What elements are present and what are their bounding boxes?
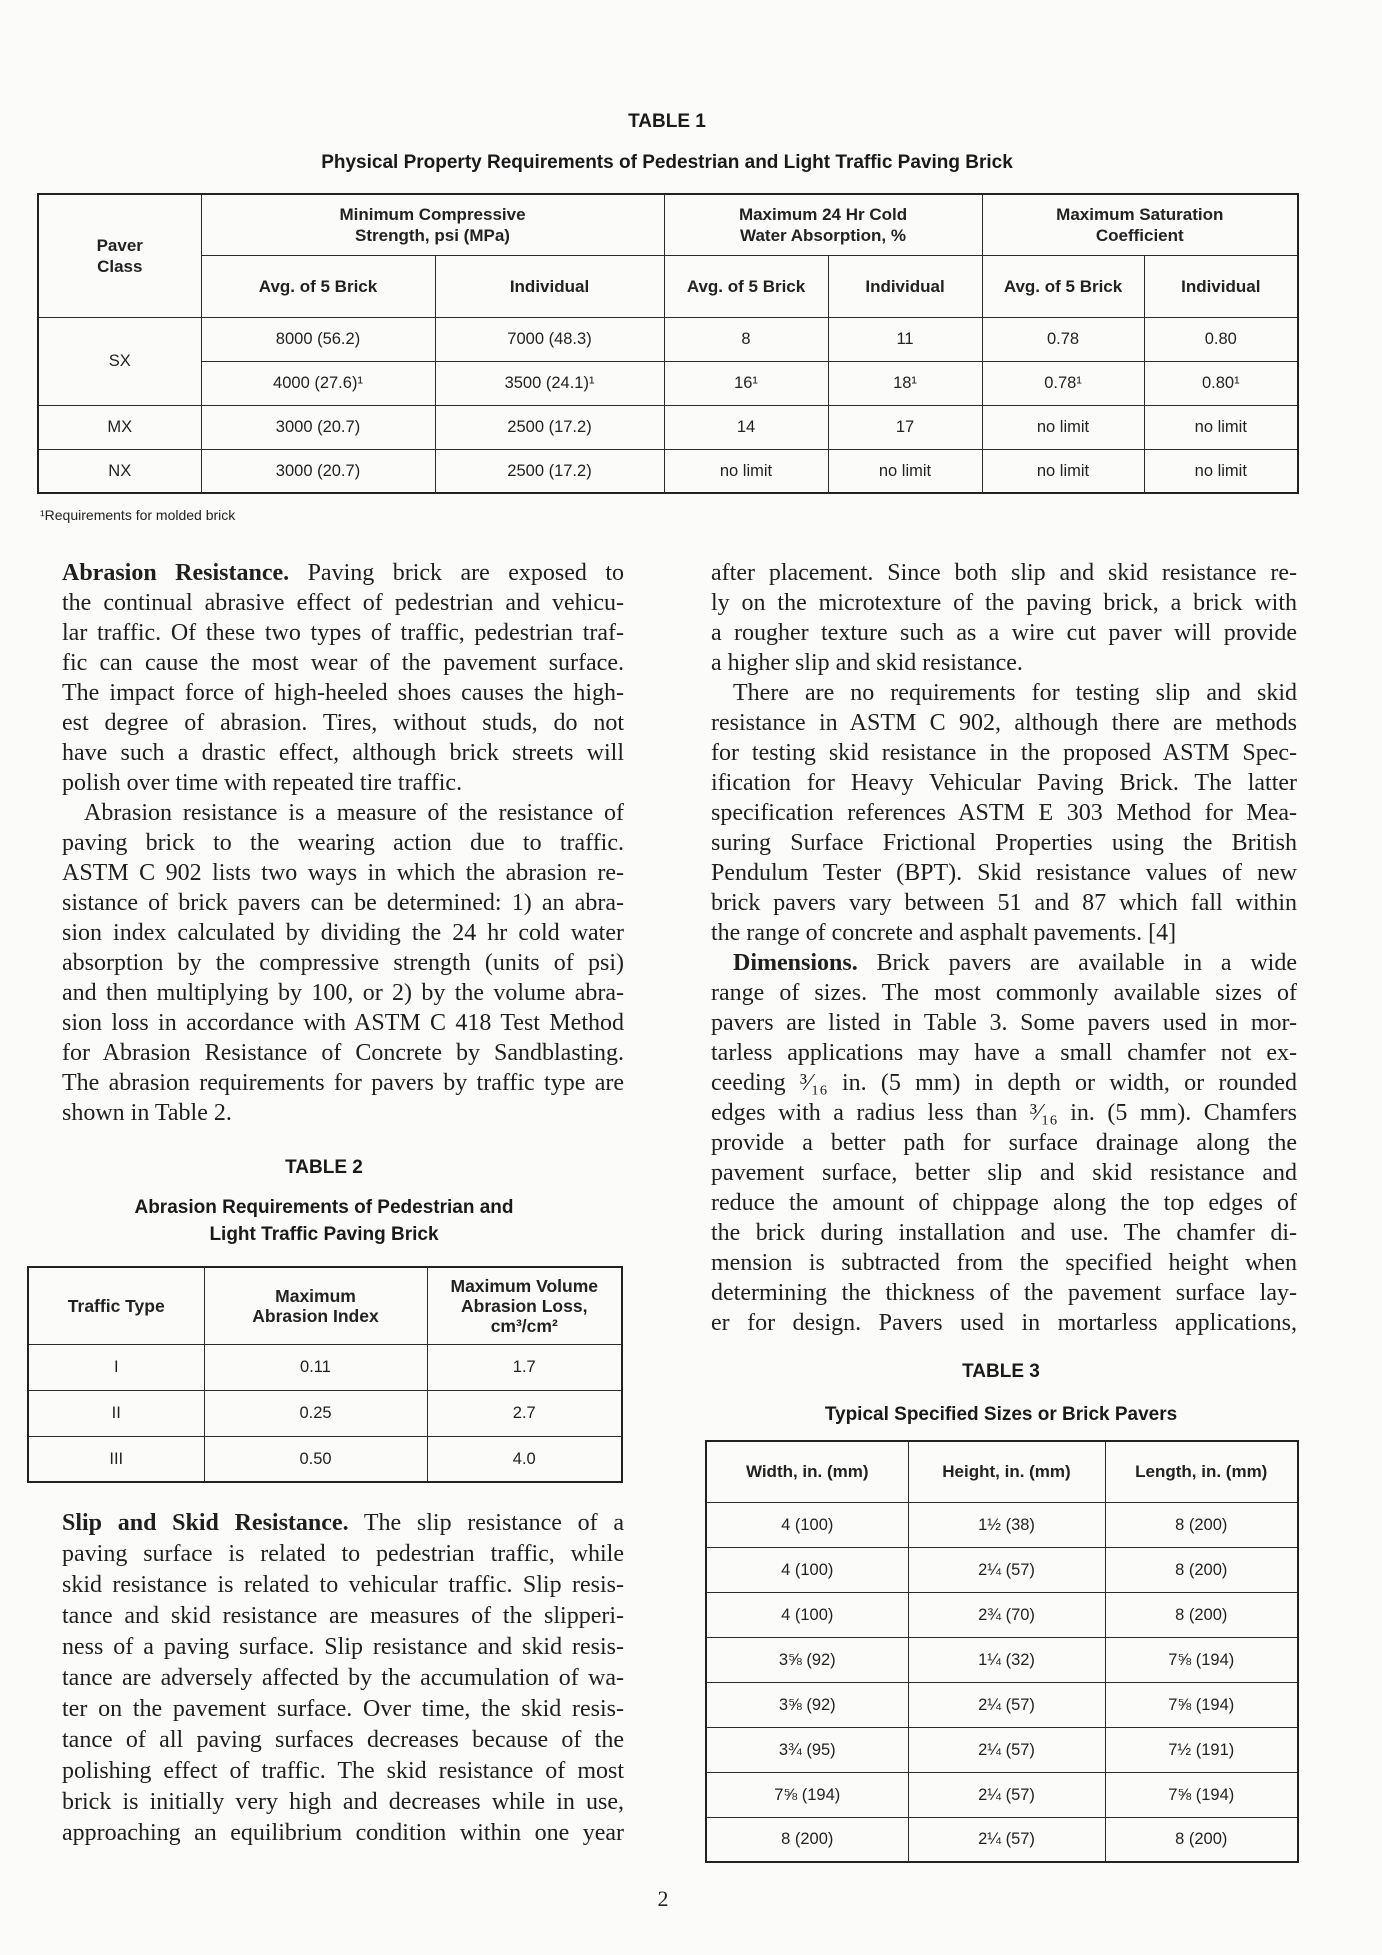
column-header (204, 1267, 427, 1344)
text-line: the range of concrete and asphalt pavements. [4] (711, 920, 1177, 946)
table-cell: 2500 (17.2) (435, 405, 664, 449)
text-line: determining the thickness of the pavement surface lay- (711, 1280, 1297, 1306)
line-text: Paving brick are exposed to (289, 560, 624, 586)
header-line: Maximum Saturation (1056, 204, 1224, 224)
paragraph (711, 558, 1297, 678)
table-cell: 3500 (24.1)¹ (435, 361, 664, 405)
text-line (62, 558, 624, 588)
text-line: ness of a paving surface. Slip resistance and skid resis- (62, 1634, 624, 1660)
table-cell: 4000 (27.6)¹ (201, 361, 435, 405)
text-line: er for design. Pavers used in mortarless applications, (711, 1310, 1297, 1336)
table-row (38, 449, 1298, 493)
table-cell: 0.80¹ (1144, 361, 1298, 405)
text-line: shown in Table 2. (62, 1100, 232, 1126)
column-header (28, 1267, 204, 1344)
table-cell: 8 (200) (706, 1817, 908, 1862)
table-cell: 14 (664, 405, 828, 449)
text-line: paving surface is related to pedestrian traffic, while (62, 1541, 624, 1567)
text-line: sistance of brick pavers can be determined: 1) an abra- (62, 890, 624, 916)
text-line: ter on the pavement surface. Over time, the skid resis- (62, 1696, 624, 1722)
header-line: Maximum (275, 1285, 356, 1306)
table-2-header (28, 1267, 622, 1344)
table-cell: 4 (100) (706, 1592, 908, 1637)
table-cell: 0.11 (204, 1344, 427, 1390)
paragraph (62, 1508, 624, 1849)
text-line: resistance in ASTM C 902, although there are methods (711, 710, 1297, 736)
table-cell: II (28, 1390, 204, 1436)
table-cell: 8 (200) (1105, 1502, 1298, 1547)
table-cell: 3¾ (95) (706, 1727, 908, 1772)
table-3-body (706, 1502, 1298, 1862)
header-line: Traffic Type (67, 1295, 165, 1316)
text-line: after placement. Since both slip and skid resistance re- (711, 560, 1297, 586)
table-cell: no limit (664, 449, 828, 493)
text-line: for testing skid resistance in the proposed ASTM Spec- (711, 740, 1297, 766)
table-2-body (28, 1344, 622, 1482)
table-1-title: Physical Property Requirements of Pedestrian and Light Traffic Paving Brick (321, 152, 1013, 173)
table-row (706, 1637, 1298, 1682)
text-line: skid resistance is related to vehicular traffic. Slip resis- (62, 1572, 624, 1598)
line-text: Brick pavers are available in a wide (857, 950, 1297, 976)
table-cell: 18¹ (828, 361, 982, 405)
table-cell: 8 (200) (1105, 1592, 1298, 1637)
table-2-header-row (28, 1267, 622, 1344)
table-3-header-row (706, 1441, 1298, 1502)
table-1-header-row (38, 194, 1298, 255)
text-line: brick pavers vary between 51 and 87 which fall within (711, 890, 1297, 916)
column-header: Length, in. (mm) (1105, 1441, 1298, 1502)
paragraph (711, 948, 1297, 1338)
table-cell: 8 (200) (1105, 1547, 1298, 1592)
header-line: Maximum Volume (450, 1275, 598, 1296)
table-row (38, 405, 1298, 449)
text-line: ly on the microtexture of the paving brick, a brick with (711, 590, 1297, 616)
table-3-label: TABLE 3 (962, 1361, 1040, 1382)
text-line: approaching an equilibrium condition within one year (62, 1820, 624, 1846)
header-line: Strength, psi (MPa) (355, 225, 510, 245)
text-line: ceeding ³⁄₁₆ in. (5 mm) in depth or width, or rounded (711, 1070, 1297, 1096)
text-line: The impact force of high-heeled shoes causes the high- (62, 680, 624, 706)
table-cell: 2¼ (57) (908, 1772, 1105, 1817)
header-line: Paver (96, 235, 143, 255)
table-cell: 4 (100) (706, 1547, 908, 1592)
header-line: Class (97, 256, 143, 276)
table-cell: 7⅝ (194) (1105, 1682, 1298, 1727)
table-cell: 2.7 (427, 1390, 622, 1436)
text-line: a higher slip and skid resistance. (711, 650, 1023, 676)
column-subheader: Avg. of 5 Brick (201, 255, 435, 317)
table-row (38, 317, 1298, 361)
text-line: the continual abrasive effect of pedestrian and vehicu- (62, 590, 624, 616)
table-2-title (27, 1194, 621, 1248)
table-1-footnote: ¹Requirements for molded brick (40, 507, 236, 523)
table-cell: 7⅝ (194) (1105, 1637, 1298, 1682)
text-line: range of sizes. The most commonly available sizes of (711, 980, 1297, 1006)
table-cell: 7⅝ (194) (1105, 1772, 1298, 1817)
table-row (28, 1344, 622, 1390)
table-cell: 2¼ (57) (908, 1727, 1105, 1772)
text-line (62, 1508, 624, 1539)
text-line: ification for Heavy Vehicular Paving Brick. The latter (711, 770, 1297, 796)
column-subheader: Individual (1144, 255, 1298, 317)
table-cell: no limit (1144, 449, 1298, 493)
text-line: pavers are listed in Table 3. Some pavers used in mor- (711, 1010, 1297, 1036)
table-3-title: Typical Specified Sizes or Brick Pavers (824, 1404, 1178, 1425)
table-cell: 2500 (17.2) (435, 449, 664, 493)
table-1-header (38, 194, 1298, 317)
table-cell: 2¼ (57) (908, 1817, 1105, 1862)
column-header: Height, in. (mm) (908, 1441, 1105, 1502)
table-cell: 8000 (56.2) (201, 317, 435, 361)
text-line: tance of all paving surfaces decreases because of the (62, 1727, 624, 1753)
text-line: and then multiplying by 100, or 2) by the volume abra- (62, 980, 624, 1006)
text-line: lar traffic. Of these two types of traffic, pedestrian traf- (62, 620, 624, 646)
table-cell: 0.50 (204, 1436, 427, 1482)
text-line: Abrasion resistance is a measure of the resistance of (84, 800, 624, 826)
text-line: sion loss in accordance with ASTM C 418 Test Method (62, 1010, 624, 1036)
run-in-heading: Dimensions. (733, 950, 858, 976)
table-row (28, 1436, 622, 1482)
text-line: absorption by the compressive strength (units of psi) (62, 950, 624, 976)
table-cell: 1¼ (32) (908, 1637, 1105, 1682)
title-line: Abrasion Requirements of Pedestrian and (134, 1197, 514, 1218)
table-1-subheader-row (38, 255, 1298, 317)
line-text: The slip resistance of a (348, 1510, 624, 1536)
table-2 (27, 1266, 623, 1483)
table-cell: no limit (1144, 405, 1298, 449)
table-cell: 3000 (20.7) (201, 449, 435, 493)
table-3-header (706, 1441, 1298, 1502)
table-cell: 11 (828, 317, 982, 361)
column-header (427, 1267, 622, 1344)
text-line: mension is subtracted from the specified height when (711, 1250, 1297, 1276)
table-cell: 2¼ (57) (908, 1547, 1105, 1592)
table-row (706, 1502, 1298, 1547)
table-1-body (38, 317, 1298, 493)
table-cell: no limit (828, 449, 982, 493)
run-in-heading: Slip and Skid Resistance. (62, 1510, 349, 1536)
text-line: fic can cause the most wear of the pavement surface. (62, 650, 624, 676)
table-cell: 1½ (38) (908, 1502, 1105, 1547)
table-3 (705, 1440, 1299, 1863)
column-subheader: Avg. of 5 Brick (664, 255, 828, 317)
table-cell: 7½ (191) (1105, 1727, 1298, 1772)
table-cell: 0.78 (982, 317, 1144, 361)
text-line: tarless applications may have a small chamfer not ex- (711, 1040, 1297, 1066)
table-cell: 3000 (20.7) (201, 405, 435, 449)
paver-class-header (38, 194, 201, 317)
text-line: paving brick to the wearing action due to traffic. (62, 830, 624, 856)
text-line: specification references ASTM E 303 Method for Mea- (711, 800, 1297, 826)
table-cell: 3⅝ (92) (706, 1682, 908, 1727)
text-line: reduce the amount of chippage along the top edges of (711, 1190, 1297, 1216)
table-cell: III (28, 1436, 204, 1482)
text-line: There are no requirements for testing slip and skid (733, 680, 1297, 706)
text-line: pavement surface, better slip and skid resistance and (711, 1160, 1297, 1186)
paragraph (62, 798, 624, 1128)
page-number: 2 (657, 1886, 669, 1911)
slip-skid-resistance-section (62, 1508, 624, 1849)
column-subheader: Individual (435, 255, 664, 317)
text-line (711, 948, 1297, 978)
table-cell: 2¾ (70) (908, 1592, 1105, 1637)
column-subheader: Individual (828, 255, 982, 317)
text-line: have such a drastic effect, although brick streets will (62, 740, 624, 766)
header-line: Abrasion Index (252, 1305, 379, 1326)
header-line: Minimum Compressive (339, 204, 526, 224)
table-1-label: TABLE 1 (628, 111, 706, 132)
table-row (28, 1390, 622, 1436)
table-cell: 0.78¹ (982, 361, 1144, 405)
table-row (38, 361, 1298, 405)
property-group-header (201, 194, 664, 255)
header-line: Water Absorption, % (740, 225, 906, 245)
text-line: The abrasion requirements for pavers by traffic type are (62, 1070, 624, 1096)
paragraph (711, 678, 1297, 948)
text-line: est degree of abrasion. Tires, without studs, do not (62, 710, 624, 736)
column-header: Width, in. (mm) (706, 1441, 908, 1502)
header-line: Coefficient (1095, 225, 1184, 245)
right-column-text (711, 558, 1297, 1338)
table-cell: 8 (200) (1105, 1817, 1298, 1862)
table-row (706, 1772, 1298, 1817)
table-row (706, 1727, 1298, 1772)
text-line: a rougher texture such as a wire cut paver will provide (711, 620, 1297, 646)
table-cell: 2¼ (57) (908, 1682, 1105, 1727)
table-row (706, 1592, 1298, 1637)
table-row (706, 1817, 1298, 1862)
table-cell: 16¹ (664, 361, 828, 405)
table-cell: 0.25 (204, 1390, 427, 1436)
header-line: Abrasion Loss, (461, 1295, 588, 1316)
table-cell: 1.7 (427, 1344, 622, 1390)
table-cell: 17 (828, 405, 982, 449)
table-row (706, 1547, 1298, 1592)
title-line: Light Traffic Paving Brick (209, 1224, 439, 1245)
table-cell: 4.0 (427, 1436, 622, 1482)
table-cell: no limit (982, 449, 1144, 493)
header-line: cm³/cm² (490, 1315, 558, 1336)
paver-class-cell: MX (38, 405, 201, 449)
table-cell: no limit (982, 405, 1144, 449)
table-cell: I (28, 1344, 204, 1390)
abrasion-resistance-section (62, 558, 624, 1128)
property-group-header (982, 194, 1298, 255)
text-line: suring Surface Frictional Properties using the British (711, 830, 1297, 856)
paragraph (62, 558, 624, 798)
table-cell: 0.80 (1144, 317, 1298, 361)
text-line: provide a better path for surface drainage along the (711, 1130, 1297, 1156)
text-line: edges with a radius less than ³⁄₁₆ in. (5 mm). Chamfers (711, 1100, 1297, 1126)
text-line: polish over time with repeated tire traffic. (62, 770, 463, 796)
paver-class-cell: SX (38, 317, 201, 405)
paver-class-cell: NX (38, 449, 201, 493)
text-line: brick is initially very high and decreases while in use, (62, 1789, 624, 1815)
text-line: polishing effect of traffic. The skid resistance of most (62, 1758, 624, 1784)
text-line: for Abrasion Resistance of Concrete by Sandblasting. (62, 1040, 624, 1066)
header-line: Maximum 24 Hr Cold (738, 204, 908, 224)
table-cell: 7000 (48.3) (435, 317, 664, 361)
table-row (706, 1682, 1298, 1727)
column-subheader: Avg. of 5 Brick (982, 255, 1144, 317)
table-1 (37, 193, 1299, 494)
text-line: tance and skid resistance are measures of the slipperi- (62, 1603, 624, 1629)
text-line: tance are adversely affected by the accumulation of wa- (62, 1665, 624, 1691)
table-cell: 3⅝ (92) (706, 1637, 908, 1682)
text-line: sion index calculated by dividing the 24 hr cold water (62, 920, 624, 946)
table-2-label: TABLE 2 (285, 1157, 363, 1178)
text-line: the brick during installation and use. The chamfer di- (711, 1220, 1297, 1246)
table-cell: 8 (664, 317, 828, 361)
run-in-heading: Abrasion Resistance. (62, 560, 290, 586)
property-group-header (664, 194, 982, 255)
table-cell: 7⅝ (194) (706, 1772, 908, 1817)
text-line: Pendulum Tester (BPT). Skid resistance values of new (711, 860, 1297, 886)
table-cell: 4 (100) (706, 1502, 908, 1547)
text-line: ASTM C 902 lists two ways in which the abrasion re- (62, 860, 624, 886)
